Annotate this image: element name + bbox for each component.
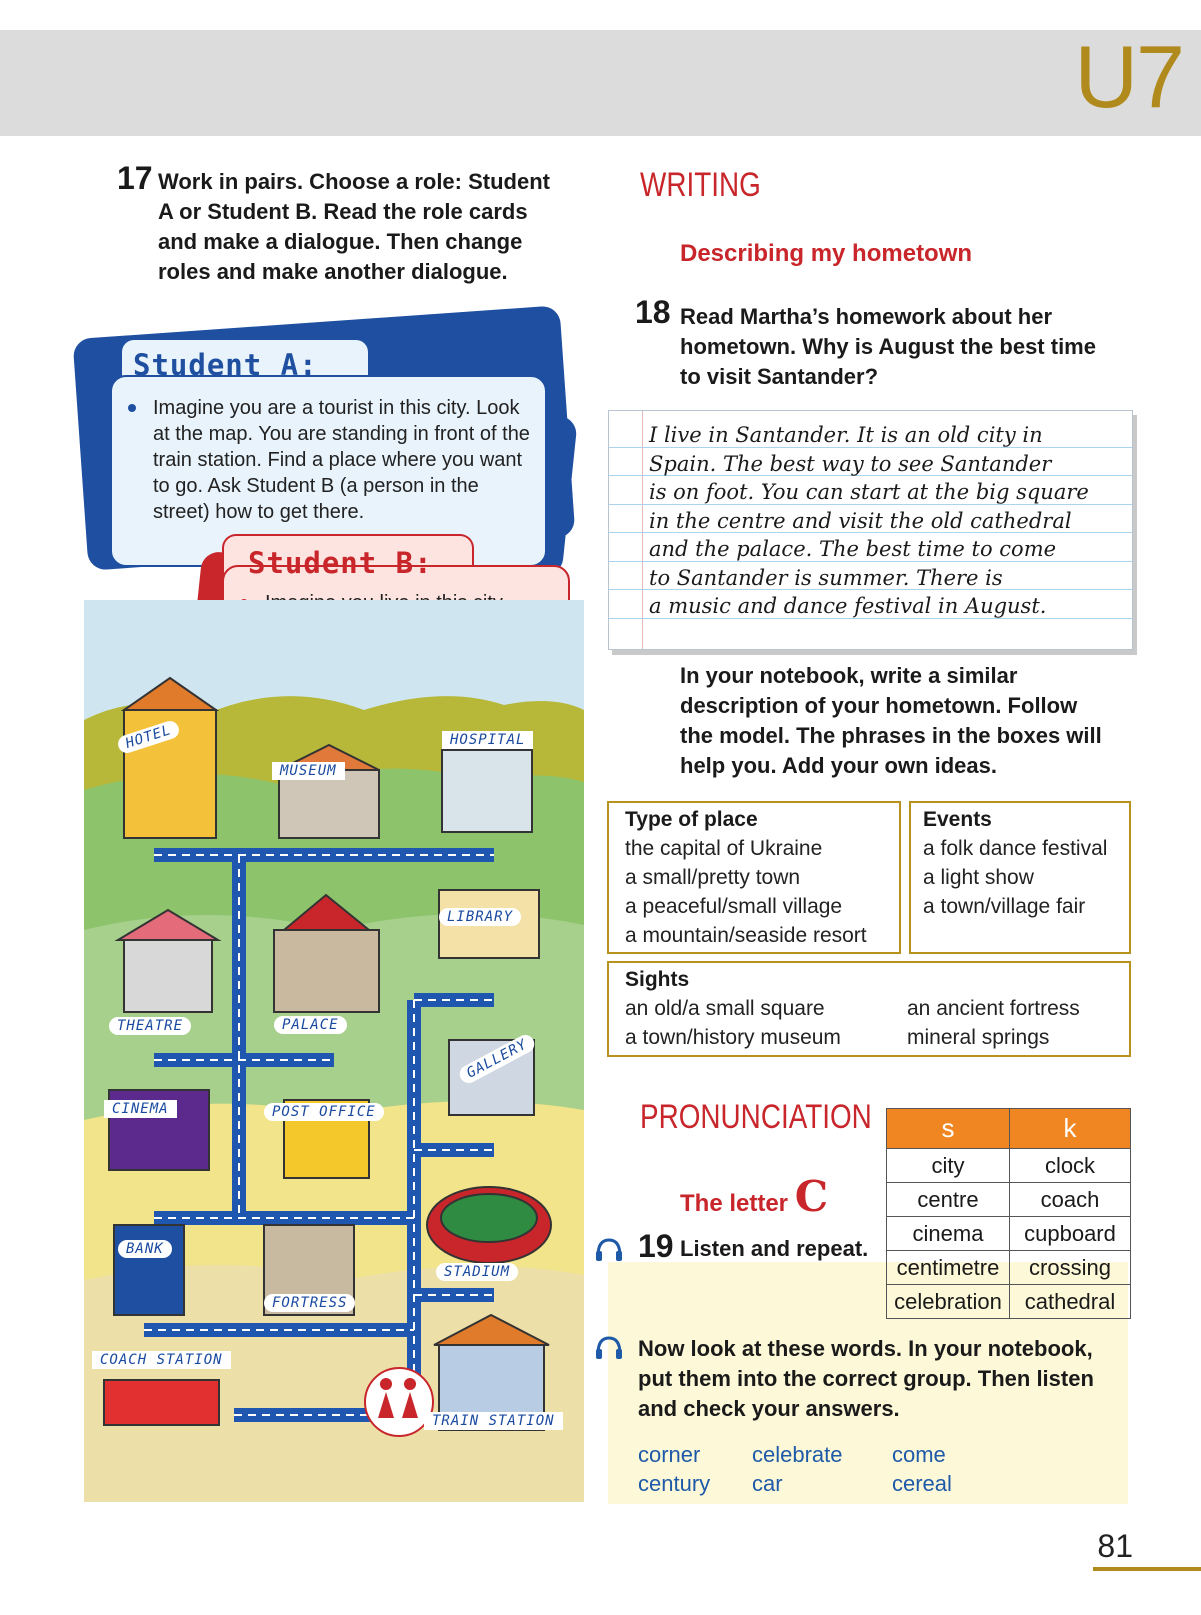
word-item: century	[638, 1471, 711, 1496]
pronunciation-table	[886, 1108, 1131, 1319]
bullet-dot	[128, 404, 136, 412]
page-number: 81	[1097, 1528, 1133, 1564]
box-item: a town/history museum	[625, 1026, 841, 1049]
header-band	[0, 30, 1201, 136]
map-label-coach-station: COACH STATION	[92, 1351, 231, 1369]
word-column-2	[752, 1440, 843, 1498]
box-item: a mountain/seaside resort	[625, 924, 867, 947]
map-label-train-station: TRAIN STATION	[424, 1412, 563, 1430]
city-map	[84, 600, 584, 1502]
table-cell: crossing	[1010, 1251, 1131, 1285]
word-column-3	[892, 1440, 952, 1498]
table-cell: clock	[1010, 1149, 1131, 1183]
map-label-cinema: CINEMA	[104, 1100, 177, 1118]
unit-label: U7	[1074, 27, 1183, 126]
box-item: the capital of Ukraine	[625, 837, 823, 860]
box-item: mineral springs	[907, 1026, 1050, 1049]
table-row	[887, 1217, 1131, 1251]
table-row	[887, 1149, 1131, 1183]
box-item: a town/village fair	[923, 895, 1086, 918]
task-17-instruction: Work in pairs. Choose a role: Student A or Student B. Read the role cards and make a dialogue. Then change roles and make another dialogue.	[158, 169, 550, 284]
homework-line: to Santander is summer. There is	[649, 565, 1003, 590]
map-label-gallery: GALLERY	[457, 1032, 538, 1086]
table-cell: celebration	[887, 1285, 1010, 1319]
writing-heading: WRITING	[640, 166, 761, 204]
student-a-title: Student A:	[133, 348, 318, 382]
map-label-palace: PALACE	[274, 1016, 347, 1034]
homework-line: and the palace. The best time to come	[649, 537, 1057, 561]
box-sights-right	[907, 994, 1080, 1052]
pronunciation-letter: C	[794, 1172, 829, 1221]
box-item: a small/pretty town	[625, 866, 801, 889]
pronunciation-subheading-text: The letter	[680, 1190, 789, 1217]
table-cell: centre	[887, 1183, 1010, 1217]
homework-line: in the centre and visit the old cathedral	[649, 508, 1072, 533]
pronunciation-heading: PRONUNCIATION	[640, 1098, 872, 1136]
map-label-hospital: HOSPITAL	[442, 731, 533, 749]
box-sights-left	[625, 994, 841, 1052]
box-item: a folk dance festival	[923, 837, 1108, 860]
word-item: car	[752, 1471, 783, 1496]
pronunciation-subheading	[680, 1172, 828, 1221]
task-18-number: 18	[635, 294, 671, 330]
task-19-instruction: Listen and repeat.	[680, 1236, 869, 1261]
map-label-stadium: STADIUM	[436, 1263, 518, 1281]
table-cell: centimetre	[887, 1251, 1010, 1285]
homework-text	[649, 421, 1129, 621]
word-item: come	[892, 1442, 946, 1467]
table-row	[887, 1251, 1131, 1285]
map-label-hotel: HOTEL	[116, 719, 182, 756]
homework-line: I live in Santander. It is an old city in	[649, 423, 1043, 447]
box-type-of-place-title: Type of place	[625, 808, 758, 831]
map-label-theatre: THEATRE	[109, 1017, 191, 1035]
table-cell: city	[887, 1149, 1010, 1183]
student-b-title: Student B:	[248, 546, 433, 580]
homework-line: Spain. The best way to see Santander	[649, 451, 1052, 476]
page-rule	[1093, 1567, 1201, 1571]
table-row	[887, 1285, 1131, 1319]
student-a-bullet	[128, 395, 538, 525]
box-item: a light show	[923, 866, 1034, 889]
homework-line: a music and dance festival in August.	[649, 594, 1047, 618]
task-17-number: 17	[117, 160, 153, 196]
table-cell: cinema	[887, 1217, 1010, 1251]
writing-followup: In your notebook, write a similar description of your hometown. Follow the model. The phrases in the boxes will help you. Add your own ideas.	[680, 663, 1102, 778]
word-column-1	[638, 1440, 710, 1498]
table-header-s: s	[887, 1109, 1010, 1149]
word-item: corner	[638, 1442, 701, 1467]
table-cell: coach	[1010, 1183, 1131, 1217]
task-19-number: 19	[638, 1228, 674, 1264]
map-label-fortress: FORTRESS	[264, 1294, 355, 1312]
table-cell: cathedral	[1010, 1285, 1131, 1319]
writing-subheading: Describing my hometown	[680, 240, 973, 267]
homework-notebook	[608, 410, 1133, 650]
map-label-library: LIBRARY	[439, 908, 521, 926]
table-row	[887, 1183, 1131, 1217]
word-item: cereal	[892, 1471, 952, 1496]
headphones-icon[interactable]	[594, 1334, 624, 1364]
box-sights-title: Sights	[625, 968, 690, 991]
word-item: celebrate	[752, 1442, 843, 1467]
box-type-of-place	[607, 801, 901, 954]
homework-line: is on foot. You can start at the big square	[649, 480, 1089, 504]
map-label-post-office: POST OFFICE	[264, 1103, 384, 1121]
table-cell: cupboard	[1010, 1217, 1131, 1251]
box-item: an ancient fortress	[907, 997, 1080, 1020]
task-18-instruction: Read Martha’s homework about her hometown. Why is August the best time to visit Santander?	[680, 304, 1096, 389]
student-a-bullet-text: Imagine you are a tourist in this city. Look at the map. You are standing in front of the train station. Find a place where you want to go. Ask Student B (a person in the street) how to get there.	[153, 397, 530, 523]
map-label-museum: MUSEUM	[272, 762, 345, 780]
box-item: an old/a small square	[625, 997, 825, 1020]
box-sights	[607, 961, 1131, 1057]
box-events-title: Events	[923, 808, 992, 831]
box-events	[909, 801, 1131, 954]
task-19-second-instruction: Now look at these words. In your notebook, put them into the correct group. Then listen and check your answers.	[638, 1336, 1094, 1421]
box-item: a peaceful/small village	[625, 895, 843, 918]
map-label-bank: BANK	[118, 1240, 172, 1258]
headphones-icon[interactable]	[594, 1236, 624, 1266]
table-header-k: k	[1010, 1109, 1131, 1149]
